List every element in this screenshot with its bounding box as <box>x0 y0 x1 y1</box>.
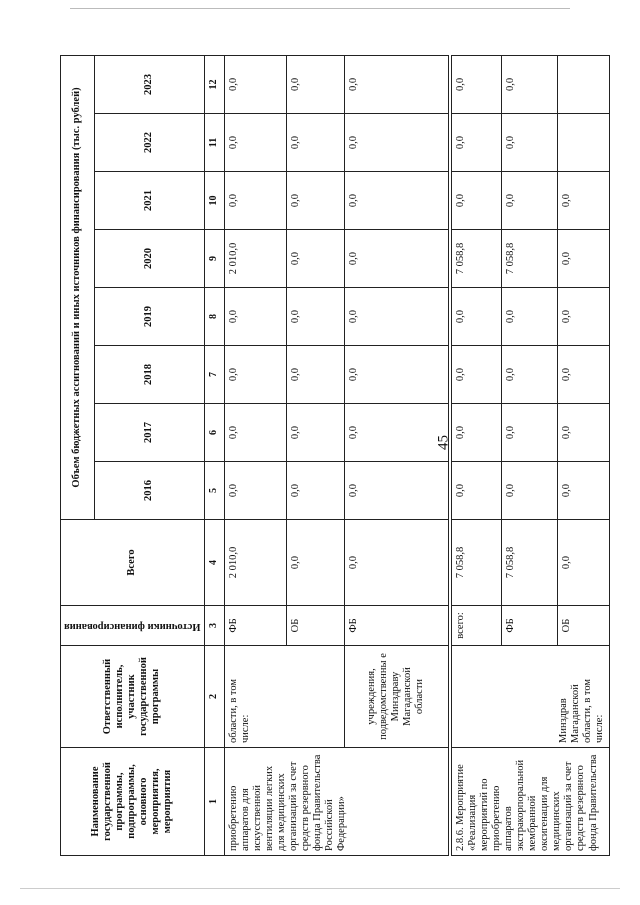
value-cell: 0,0 <box>501 55 557 113</box>
value-cell: 0,0 <box>224 462 286 520</box>
value-cell: 0,0 <box>344 288 448 346</box>
year-header: 2022 <box>94 114 204 172</box>
year-header: 2017 <box>94 404 204 462</box>
column-index: 9 <box>204 230 224 288</box>
column-index: 10 <box>204 172 224 230</box>
value-cell: 0,0 <box>344 172 448 230</box>
column-index: 7 <box>204 346 224 404</box>
value-cell: 0,0 <box>344 114 448 172</box>
source-cell: ФБ <box>344 606 448 646</box>
header-source: Источники финансирования <box>61 606 205 646</box>
value-cell: 0,0 <box>451 288 501 346</box>
value-cell: 0,0 <box>224 114 286 172</box>
block1-name: приобретению аппаратов для искусственной вентиляции легких для медицинских организаций за счет средств резервного фонда Правительства Российской Федерации» <box>224 748 448 856</box>
value-cell: 0,0 <box>501 172 557 230</box>
value-cell: 0,0 <box>344 462 448 520</box>
value-cell: 0,0 <box>501 462 557 520</box>
total-cell: 7 058,8 <box>451 520 501 606</box>
value-cell: 0,0 <box>451 462 501 520</box>
value-cell: 0,0 <box>557 404 609 462</box>
value-cell: 7 058,8 <box>451 230 501 288</box>
value-cell: 0,0 <box>501 114 557 172</box>
value-cell: 0,0 <box>557 230 609 288</box>
value-cell: 0,0 <box>224 404 286 462</box>
value-cell: 2 010,0 <box>224 230 286 288</box>
block2-resp: Минздрав Магаданской области, в том числе: <box>451 646 609 748</box>
bottom-rule <box>20 888 620 889</box>
value-cell: 0,0 <box>224 288 286 346</box>
year-header: 2023 <box>94 55 204 113</box>
column-index: 6 <box>204 404 224 462</box>
value-cell: 0,0 <box>451 114 501 172</box>
total-cell: 0,0 <box>344 520 448 606</box>
value-cell: 0,0 <box>286 346 344 404</box>
total-cell: 2 010,0 <box>224 520 286 606</box>
value-cell: 0,0 <box>344 55 448 113</box>
value-cell: 0,0 <box>557 172 609 230</box>
source-cell: ФБ <box>224 606 286 646</box>
year-header: 2018 <box>94 346 204 404</box>
value-cell: 0,0 <box>286 230 344 288</box>
source-cell: ОБ <box>286 606 344 646</box>
source-cell: всего: <box>451 606 501 646</box>
value-cell: 0,0 <box>451 55 501 113</box>
column-index: 3 <box>204 606 224 646</box>
total-cell: 0,0 <box>286 520 344 606</box>
value-cell: 0,0 <box>286 462 344 520</box>
column-index: 11 <box>204 114 224 172</box>
value-cell: 0,0 <box>344 404 448 462</box>
block1-resp-top: области, в том числе: <box>224 646 344 748</box>
value-cell: 0,0 <box>451 346 501 404</box>
value-cell: 0,0 <box>224 346 286 404</box>
value-cell: 0,0 <box>557 462 609 520</box>
year-header: 2019 <box>94 288 204 346</box>
top-rule <box>70 8 570 9</box>
year-header: 2021 <box>94 172 204 230</box>
value-cell: 0,0 <box>501 404 557 462</box>
value-cell <box>557 114 609 172</box>
value-cell: 0,0 <box>286 288 344 346</box>
header-name: Наименование государственной программы, подпрограммы, основного мероприятия, мероприятия <box>61 748 205 856</box>
value-cell: 0,0 <box>286 172 344 230</box>
value-cell: 0,0 <box>286 55 344 113</box>
value-cell: 0,0 <box>501 288 557 346</box>
header-responsible: Ответственный исполнитель, участник государственной программы <box>61 646 205 748</box>
year-header: 2016 <box>94 462 204 520</box>
column-index: 12 <box>204 55 224 113</box>
value-cell <box>557 55 609 113</box>
column-index: 4 <box>204 520 224 606</box>
value-cell: 0,0 <box>451 172 501 230</box>
funding-table <box>60 55 610 856</box>
column-index: 1 <box>204 748 224 856</box>
value-cell: 0,0 <box>224 55 286 113</box>
value-cell: 0,0 <box>344 230 448 288</box>
page-number: 45 <box>435 435 452 450</box>
source-cell: ОБ <box>557 606 609 646</box>
value-cell: 0,0 <box>286 404 344 462</box>
column-index: 2 <box>204 646 224 748</box>
block2-name: 2.8.6. Мероприятие «Реализация мероприятий по приобретению аппаратов экстракорпоральной мембранной оксигенации для медицинских организаций за счет средств резервного фонда Правительства <box>451 748 609 856</box>
block1-resp-bottom: учреждения, подведомственны е Минздраву Магаданской области <box>344 646 448 748</box>
column-index: 5 <box>204 462 224 520</box>
value-cell: 0,0 <box>557 346 609 404</box>
total-cell: 7 058,8 <box>501 520 557 606</box>
value-cell: 0,0 <box>451 404 501 462</box>
value-cell: 0,0 <box>557 288 609 346</box>
value-cell: 0,0 <box>344 346 448 404</box>
source-cell: ФБ <box>501 606 557 646</box>
year-header: 2020 <box>94 230 204 288</box>
rotated-table-wrapper <box>60 56 610 856</box>
total-cell: 0,0 <box>557 520 609 606</box>
value-cell: 7 058,8 <box>501 230 557 288</box>
value-cell: 0,0 <box>224 172 286 230</box>
value-cell: 0,0 <box>286 114 344 172</box>
column-index: 8 <box>204 288 224 346</box>
header-total: Всего <box>61 520 205 606</box>
value-cell: 0,0 <box>501 346 557 404</box>
header-funding: Объем бюджетных ассигнований и иных источников финансирования (тыс. рублей) <box>61 55 95 519</box>
